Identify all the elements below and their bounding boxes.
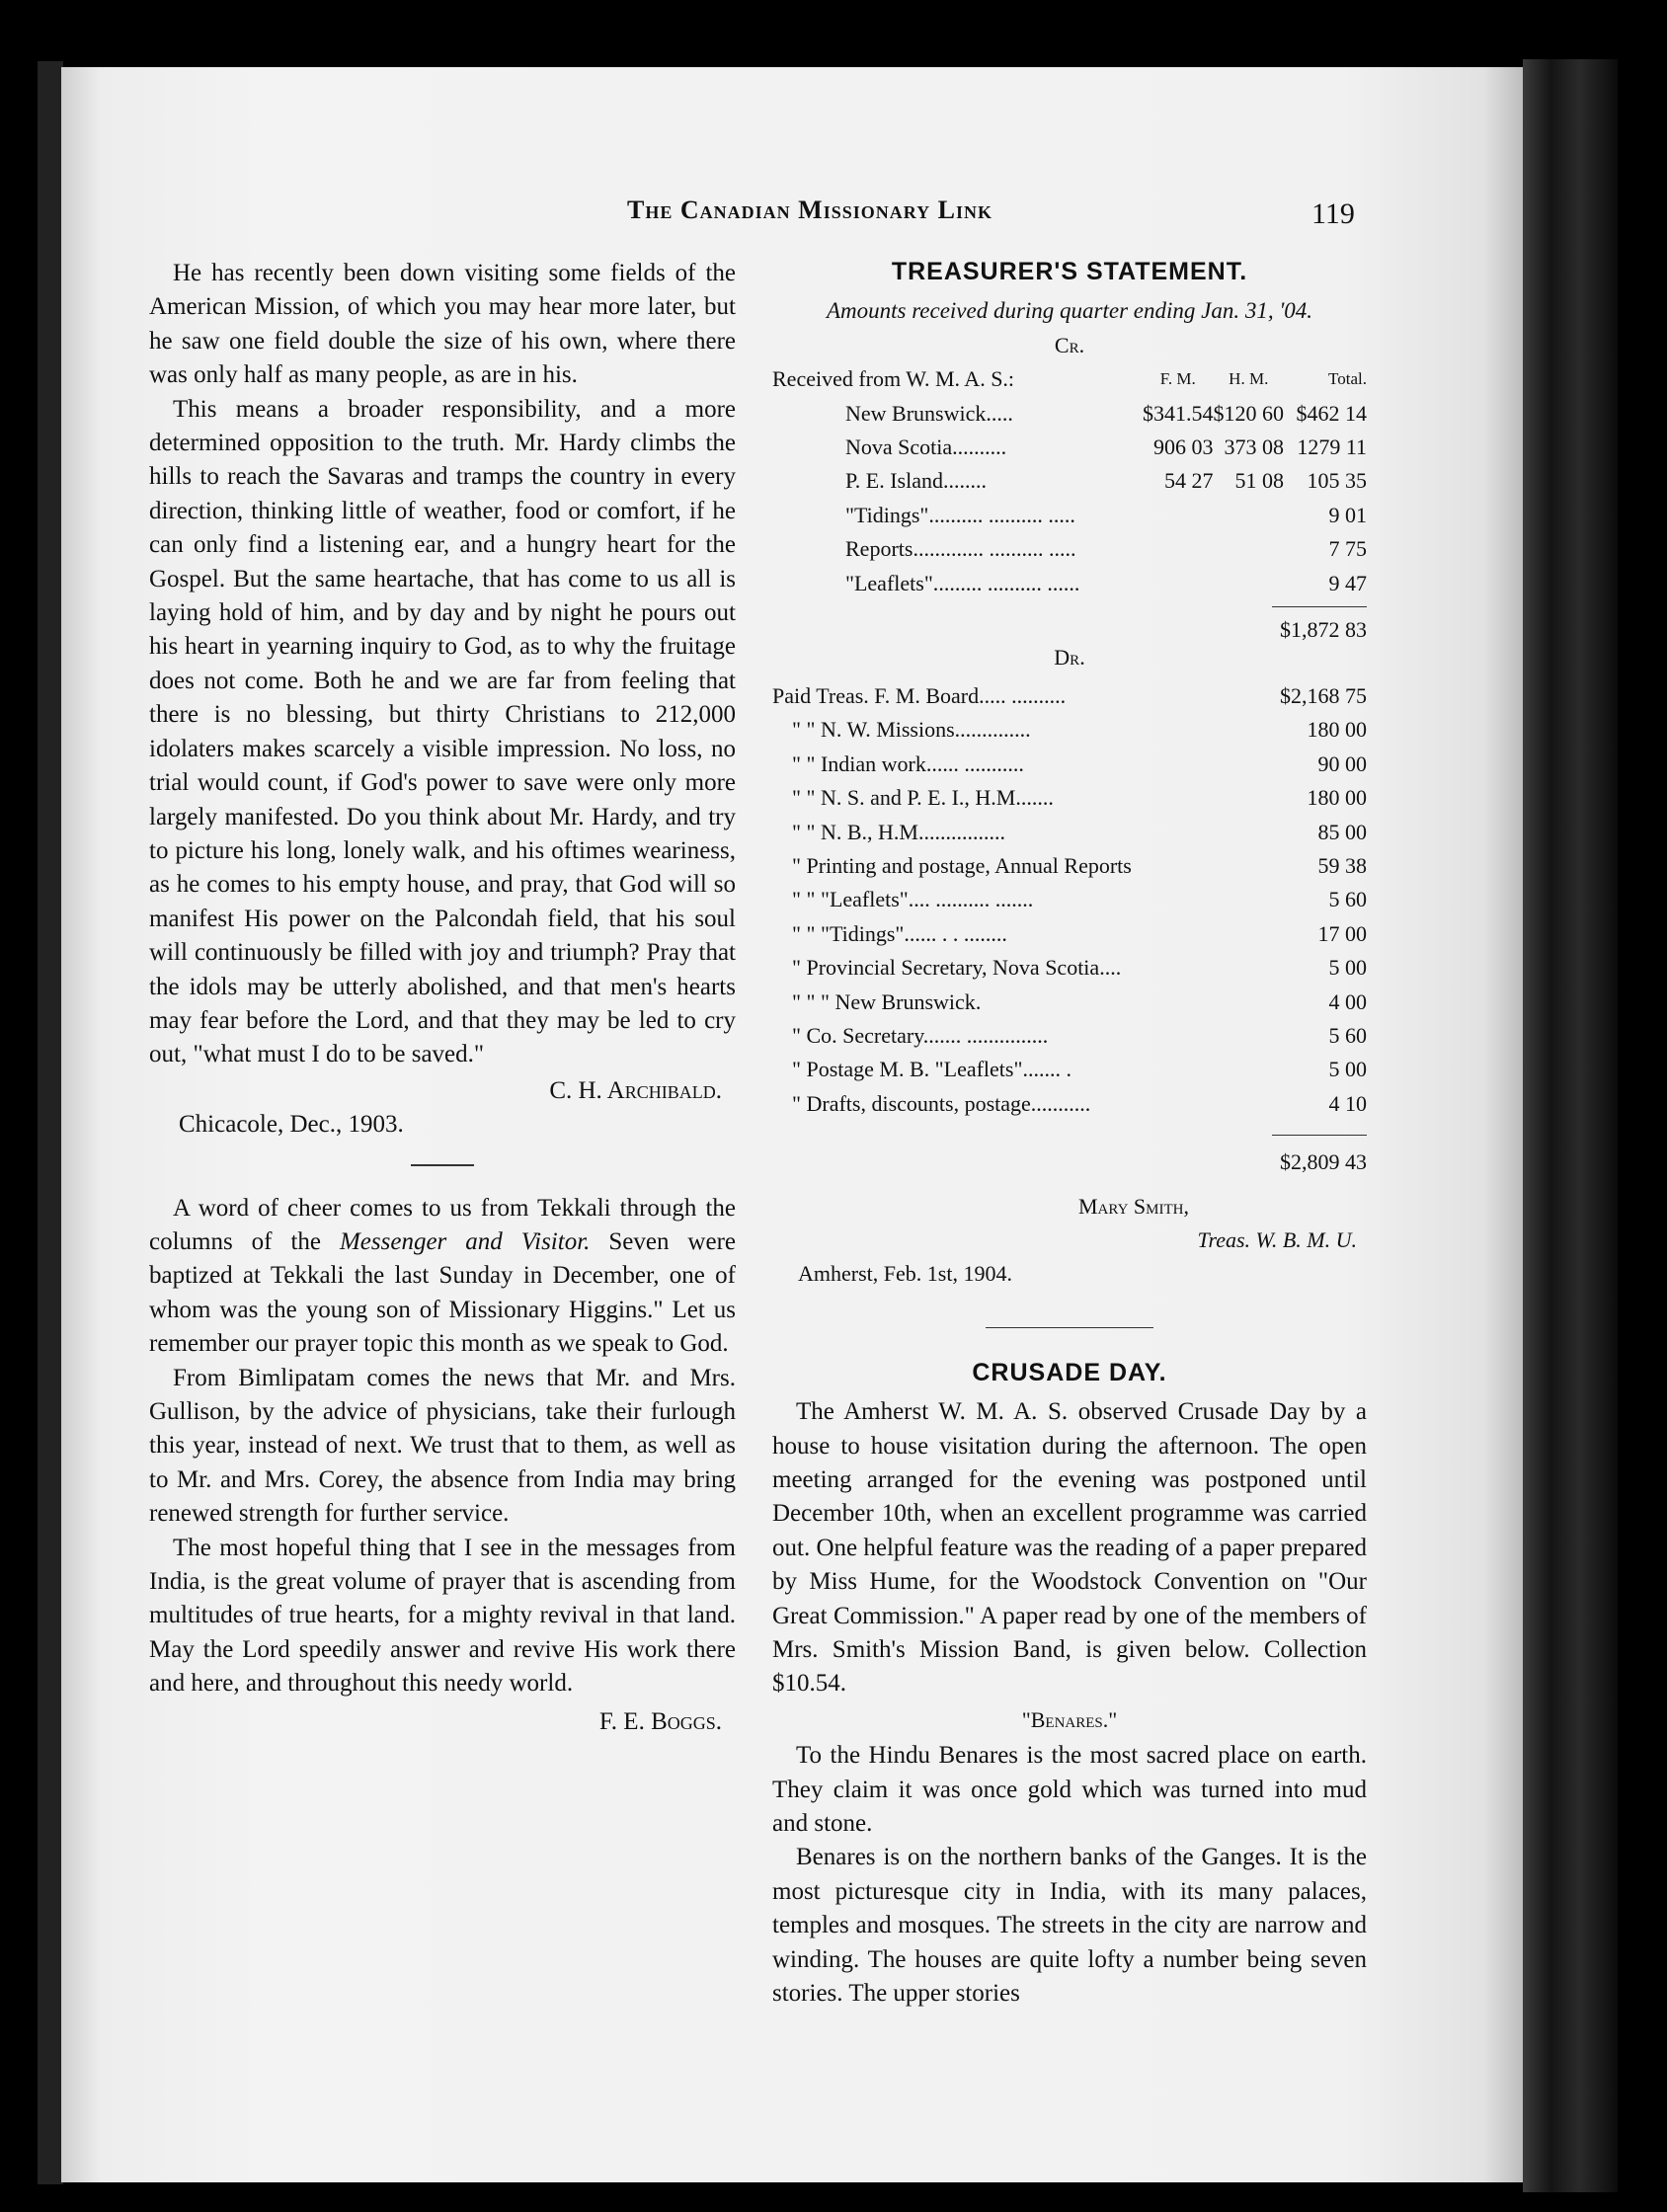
- leader-dots: .......... .......... .....: [928, 502, 1075, 527]
- fm-value: $341.54: [1143, 400, 1214, 426]
- table-row: [772, 679, 1367, 713]
- amount-value: 59 38: [1317, 852, 1367, 878]
- total-value: 9 47: [1328, 570, 1367, 595]
- total-value: $462 14: [1296, 400, 1367, 426]
- hm-value: $120 60: [1213, 400, 1284, 426]
- leader-dots: ....... ...............: [922, 1022, 1049, 1048]
- leader-dots: ....: [1099, 955, 1122, 981]
- row-label: "Tidings": [845, 502, 929, 527]
- row-label: " Provincial Secretary, Nova Scotia: [792, 955, 1100, 981]
- row-label: New Brunswick: [845, 400, 987, 426]
- table-row: [772, 532, 1367, 566]
- credit-total: $1,872 83: [1280, 617, 1367, 643]
- publication-title: Messenger and Visitor.: [339, 1227, 591, 1255]
- treasurer-place-date: Amherst, Feb. 1st, 1904.: [798, 1261, 1012, 1287]
- treasurer-heading: TREASURER'S STATEMENT.: [891, 258, 1248, 285]
- table-header-row: [772, 362, 1367, 396]
- amount-value: 85 00: [1317, 819, 1367, 844]
- sum-rule: [1272, 606, 1367, 607]
- leader-dots: ........ .......... ......: [938, 570, 1080, 595]
- leader-dots: ..... ..........: [979, 682, 1067, 708]
- hm-value: 51 08: [1234, 468, 1284, 494]
- leader-dots: ..........: [952, 434, 1007, 460]
- leader-dots: .: [975, 988, 982, 1014]
- paragraph: Benares is on the northern banks of the Ganges. It is the most picturesque city in India, with its many palaces, temples and mosques. The streets in the city are narrow and winding. The houses are quite lofty a number being seven stories. The upper stories: [772, 1844, 1367, 2008]
- leader-dots: ........: [943, 468, 987, 494]
- table-row: [772, 849, 1367, 883]
- total-value: 7 75: [1328, 536, 1367, 562]
- text-run: Seven were baptized at Tekkali the last Sunday in December, one of whom was the young son of Missionary Higgins." Let us remember our prayer topic this month as we speak to God.: [149, 1227, 736, 1358]
- row-label: " " N. W. Missions: [792, 717, 955, 743]
- row-label: " " Indian work: [792, 750, 926, 776]
- total-value: 1279 11: [1297, 434, 1367, 460]
- credit-table: [772, 362, 1367, 600]
- col-header-total: Total.: [1328, 369, 1367, 389]
- signature: F. E. Boggs.: [598, 1707, 722, 1735]
- crusade-heading: CRUSADE DAY.: [972, 1358, 1167, 1386]
- table-row: [772, 1019, 1367, 1053]
- debit-table: [772, 679, 1367, 1121]
- amount-value: 4 10: [1328, 1090, 1367, 1116]
- table-row: [772, 748, 1367, 781]
- paragraph: This means a broader responsibility, and a more determined opposition to the truth. Mr. Hardy climbs the hills to reach the Savaras and tramps the country in every direction, thinking little of weather, food or comfort, if he can only find a listening ear, and a hungry heart for the Gospel. But the same heartache, that has come to us all is laying hold of him, and by day and by night he pours out his heart in yearning inquiry to God, as to why the fruitage does not come. Both he and we are far from feeling that there is no blessing, but thirty Christians to 212,000 idolaters makes scarcely a visible impression. No loss, no trial would count, if God's power to save were only more largely manifested. Do you think about Mr. Hardy, and try to picture his long, lonely walk, and his oftimes weariness, as he comes to his empty house, and pray, that God will so manifest His power on the Palcondah field, that his soul will continuously be filled with joy and triumph? Pray that the idols may be utterly abolished, and that men's hearts may fear before the Lord, and that they may be led to cry out, "what must I do to be saved.": [149, 395, 736, 1068]
- table-row: [772, 986, 1367, 1019]
- col-header-hm: H. M.: [1229, 369, 1269, 389]
- place-date: Chicacole, Dec., 1903.: [179, 1111, 404, 1139]
- row-label: " Printing and postage, Annual Reports: [792, 852, 1132, 878]
- row-label: " Postage M. B. "Leaflets": [792, 1057, 1023, 1082]
- leader-dots: ..............: [954, 717, 1031, 743]
- fm-value: 54 27: [1164, 468, 1214, 494]
- leader-dots: .....: [986, 400, 1013, 426]
- paragraph: The Amherst W. M. A. S. observed Crusade Day by a house to house visitation during the afternoon. The open meeting arranged for the evening was postponed until December 10th, when an excellent programme was carried out. One helpful feature was the reading of a paper prepared by Miss Hume, for the Woodstock Convention on "Our Great Commission." A paper read by one of the members of Mrs. Smith's Mission Band, is given below. Collection $10.54.: [772, 1398, 1367, 1698]
- amount-value: 17 00: [1317, 920, 1367, 946]
- amount-value: 90 00: [1317, 750, 1367, 776]
- treasurer-subheading: Amounts received during quarter ending Jan. 31, '04.: [826, 298, 1313, 324]
- leader-dots: ...... ...........: [925, 750, 1024, 776]
- amount-value: $2,168 75: [1280, 682, 1367, 708]
- leader-dots: ............ .......... .....: [917, 536, 1076, 562]
- row-label: " " N. S. and P. E. I., H.M: [792, 785, 1016, 811]
- received-label: Received from W. M. A. S.:: [772, 366, 1015, 392]
- table-row: [772, 917, 1367, 951]
- treasurer-name: Mary Smith,: [1078, 1193, 1189, 1219]
- right-column: [772, 257, 1367, 2012]
- dr-label: Dr.: [1054, 645, 1085, 671]
- amount-value: 5 00: [1328, 1057, 1367, 1082]
- treasurer-title: Treas. W. B. M. U.: [1197, 1226, 1357, 1252]
- leader-dots: ................: [917, 819, 1005, 844]
- paragraph: From Bimlipatam comes the news that Mr. and Mrs. Gullison, by the advice of physicians, take their furlough this year, instead of next. We trust that to them, as well as to Mr. and Mrs. Corey, the absence from India may bring renewed strength for further service.: [149, 1364, 736, 1528]
- cr-label: Cr.: [1054, 332, 1085, 357]
- row-label: Nova Scotia: [845, 434, 953, 460]
- divider: [986, 1327, 1153, 1328]
- amount-value: 5 60: [1328, 887, 1367, 912]
- leader-dots: .......: [1015, 785, 1054, 811]
- leader-dots: ...........: [1030, 1090, 1091, 1116]
- sum-rule: [1272, 1135, 1367, 1136]
- paragraph: [149, 1192, 736, 1362]
- paragraph: To the Hindu Benares is the most sacred place on earth. They claim it was once gold which was turned into mud and stone.: [772, 1742, 1367, 1838]
- row-label: Reports.: [845, 536, 918, 562]
- table-row: [772, 567, 1367, 600]
- row-label: " Drafts, discounts, postage: [792, 1090, 1031, 1116]
- table-row: [772, 1087, 1367, 1121]
- amount-value: 5 60: [1328, 1022, 1367, 1048]
- table-row: [772, 816, 1367, 849]
- paragraph: He has recently been down visiting some fields of the American Mission, of which you may hear more later, but he saw one field double the size of his own, where there was only half as many people, as are in his.: [149, 260, 736, 389]
- amount-value: 180 00: [1307, 717, 1367, 743]
- row-label: Paid Treas. F. M. Board: [772, 682, 980, 708]
- debit-total: $2,809 43: [1280, 1149, 1367, 1175]
- table-row: [772, 431, 1367, 464]
- row-label: " " "Tidings": [792, 920, 905, 946]
- table-row: [772, 713, 1367, 747]
- row-label: "Leaflets".: [845, 570, 939, 595]
- table-row: [772, 1053, 1367, 1086]
- leader-dots: ...... . . ........: [904, 920, 1007, 946]
- page-left-edge: [38, 61, 63, 2184]
- hm-value: 373 08: [1224, 434, 1284, 460]
- benares-heading: "Benares.": [1021, 1706, 1118, 1732]
- table-row: [772, 464, 1367, 498]
- left-column: [149, 257, 736, 1739]
- table-row: [772, 883, 1367, 916]
- table-row: [772, 781, 1367, 815]
- col-header-fm: F. M.: [1159, 369, 1196, 389]
- divider: [411, 1164, 474, 1166]
- row-label: P. E. Island: [845, 468, 943, 494]
- leader-dots: .... .......... .......: [908, 887, 1034, 912]
- total-value: 105 35: [1307, 468, 1367, 494]
- total-value: 9 01: [1328, 502, 1367, 527]
- paragraph: The most hopeful thing that I see in the messages from India, is the great volume of prayer that is ascending from multitudes of true hearts, for a mighty revival in that land. May the Lord speedily answer and revive His work there and here, and throughout this needy world.: [149, 1534, 736, 1698]
- text-run: A word of cheer comes to us from Tekkali through the columns of the: [149, 1194, 736, 1255]
- amount-value: 4 00: [1328, 988, 1367, 1014]
- row-label: " " N. B., H.M: [792, 819, 918, 844]
- row-label: " " "Leaflets": [792, 887, 909, 912]
- fm-value: 906 03: [1153, 434, 1214, 460]
- signature: C. H. Archibald.: [549, 1076, 722, 1104]
- row-label: " " " New Brunswick: [792, 988, 976, 1014]
- row-label: " Co. Secretary: [792, 1022, 923, 1048]
- amount-value: 180 00: [1307, 785, 1367, 811]
- book-spine: [1523, 59, 1618, 2192]
- leader-dots: ....... .: [1022, 1057, 1072, 1082]
- table-row: [772, 499, 1367, 532]
- table-row: [772, 397, 1367, 431]
- running-title: The Canadian Missionary Link: [627, 196, 992, 224]
- page-number: 119: [1311, 198, 1355, 230]
- table-row: [772, 951, 1367, 985]
- amount-value: 5 00: [1328, 955, 1367, 981]
